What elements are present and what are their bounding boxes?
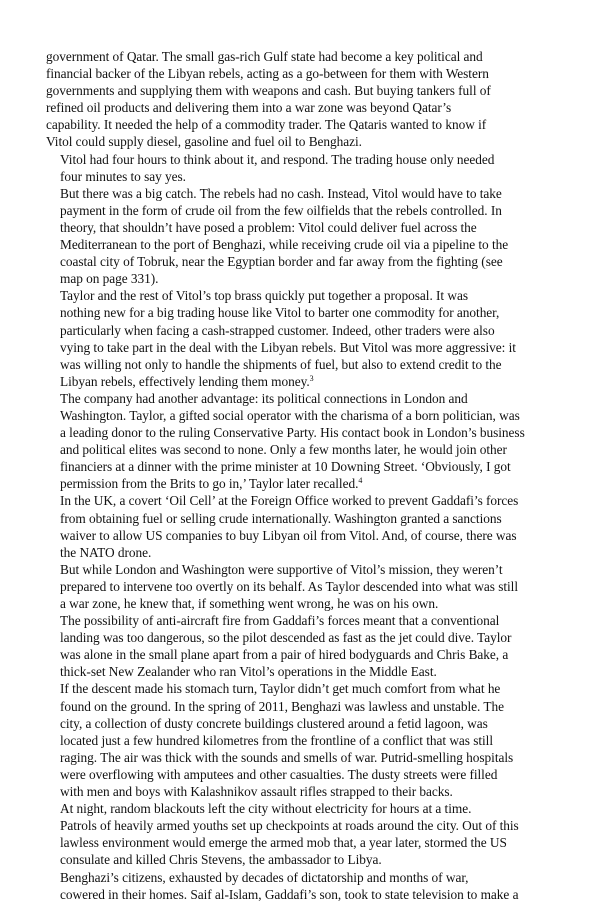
text-line: was alone in the small plane apart from a pair of hired bodyguards and Chris Bake, a: [60, 647, 509, 663]
paragraph-on-his-own: [46, 561, 558, 612]
text-line: At night, random blackouts left the city without electricity for hours at a time.: [60, 801, 472, 817]
text-line: located just a few hundred kilometres from the frontline of a conflict that was still: [60, 732, 493, 748]
paragraph-political-connections: [46, 390, 558, 493]
footnote-marker[interactable]: 4: [358, 476, 363, 486]
text-line: financiers at a dinner with the prime minister at 10 Downing Street. ‘Obviously, I got: [60, 459, 511, 475]
text-line: government of Qatar. The small gas-rich Gulf state had become a key political and: [46, 49, 483, 64]
text-line: nothing new for a big trading house like Vitol to barter one commodity for another,: [60, 305, 500, 321]
paragraph-benghazi-ground: [46, 680, 558, 800]
text-line: map on page 331).: [60, 271, 159, 287]
text-line: the NATO drone.: [60, 544, 152, 560]
text-line: If the descent made his stomach turn, Taylor didn’t get much comfort from what he: [60, 681, 501, 697]
text-line: particularly when facing a cash-strapped customer. Indeed, other traders were also: [60, 322, 495, 338]
text-line: The possibility of anti-aircraft fire from Gaddafi’s forces meant that a conventional: [60, 613, 500, 629]
paragraph-qatar-request: [46, 48, 558, 151]
footnote-marker[interactable]: 3: [309, 373, 314, 383]
text-line-with-note: [46, 373, 558, 390]
text-line: a leading donor to the ruling Conservative Party. His contact book in London’s business: [60, 425, 525, 441]
text-line: coastal city of Tobruk, near the Egyptian border and far away from the fighting (see: [60, 254, 503, 270]
text-line: from obtaining fuel or selling crude internationally. Washington granted a sanctions: [60, 510, 502, 526]
text-line: permission from the Brits to go in,’ Taylor later recalled.: [60, 476, 359, 492]
text-line: capability. It needed the help of a commodity trader. The Qataris wanted to know if: [46, 117, 487, 133]
text-line: governments and supplying them with weapons and cash. But buying tankers full of: [46, 83, 491, 99]
text-line: was willing not only to handle the shipments of fuel, but also to extend credit to the: [60, 356, 502, 372]
text-line: thick-set New Zealander who ran Vitol’s operations in the Middle East.: [60, 664, 437, 680]
text-line: Taylor and the rest of Vitol’s top brass quickly put together a proposal. It was: [60, 288, 468, 304]
text-line: Libyan rebels, effectively lending them money.: [60, 373, 310, 389]
paragraph-big-catch: [46, 185, 558, 288]
text-line: landing was too dangerous, so the pilot descended as fast as the jet could dive. Taylor: [60, 630, 512, 646]
text-line: with men and boys with Kalashnikov assault rifles strapped to their backs.: [60, 784, 453, 800]
text-line: But there was a big catch. The rebels had no cash. Instead, Vitol would have to take: [60, 185, 502, 201]
text-line: vying to take part in the deal with the Libyan rebels. But Vitol was more aggressive: it: [60, 339, 516, 355]
paragraph-descent: [46, 612, 558, 680]
text-line: theory, that shouldn’t have posed a problem: Vitol could deliver fuel across the: [60, 219, 477, 235]
text-line: financial backer of the Libyan rebels, acting as a go-between for them with Western: [46, 66, 489, 82]
text-line: city, a collection of dusty concrete buildings clustered around a fetid lagoon, was: [60, 715, 488, 731]
paragraph-blackouts: [46, 800, 558, 868]
text-line: Patrols of heavily armed youths set up checkpoints at roads around the city. Out of this: [60, 818, 519, 834]
text-line: were overflowing with amputees and other casualties. The dusty streets were filled: [60, 766, 498, 782]
text-line: refined oil products and delivering them into a war zone was beyond Qatar’s: [46, 100, 452, 116]
text-line: payment in the form of crude oil from the few oilfields that the rebels controlled. In: [60, 202, 502, 218]
text-line: In the UK, a covert ‘Oil Cell’ at the Foreign Office worked to prevent Gaddafi’s forces: [60, 493, 519, 509]
text-line: Benghazi’s citizens, exhausted by decades of dictatorship and months of war,: [60, 869, 469, 885]
text-line: a war zone, he knew that, if something went wrong, he was on his own.: [60, 596, 439, 611]
book-page: [46, 48, 558, 903]
text-line: Mediterranean to the port of Benghazi, while receiving crude oil via a pipeline to the: [60, 237, 509, 253]
text-line: Washington. Taylor, a gifted social operator with the charisma of a born politician, was: [60, 407, 520, 423]
text-line: and political elites was second to none. Only a few months later, he would join other: [60, 442, 507, 458]
text-line: cowered in their homes. Saif al-Islam, Gaddafi’s son, took to state television to make a: [60, 886, 519, 902]
text-line: found on the ground. In the spring of 2011, Benghazi was lawless and unstable. The: [60, 698, 504, 714]
text-line: raging. The air was thick with the sounds and smells of war. Putrid-smelling hospitals: [60, 749, 514, 765]
text-line-with-note: [46, 475, 558, 492]
paragraph-oil-cell: [46, 492, 558, 560]
text-line: four minutes to say yes.: [60, 168, 186, 184]
text-line: waiver to allow US companies to buy Libyan oil from Vitol. And, of course, there was: [60, 527, 517, 543]
text-line: consulate and killed Chris Stevens, the ambassador to Libya.: [60, 852, 382, 868]
paragraph-citizens: [46, 869, 558, 903]
text-line: But while London and Washington were supportive of Vitol’s mission, they weren’t: [60, 561, 503, 577]
paragraph-four-hours: [46, 151, 558, 185]
text-line: lawless environment would emerge the armed mob that, a year later, stormed the US: [60, 835, 507, 851]
text-line: The company had another advantage: its political connections in London and: [60, 390, 468, 406]
text-line: prepared to intervene too overtly on its behalf. As Taylor descended into what was still: [60, 578, 518, 594]
text-line: Vitol could supply diesel, gasoline and fuel oil to Benghazi.: [46, 134, 362, 150]
paragraph-proposal: [46, 287, 558, 390]
text-line: Vitol had four hours to think about it, and respond. The trading house only needed: [60, 151, 495, 167]
